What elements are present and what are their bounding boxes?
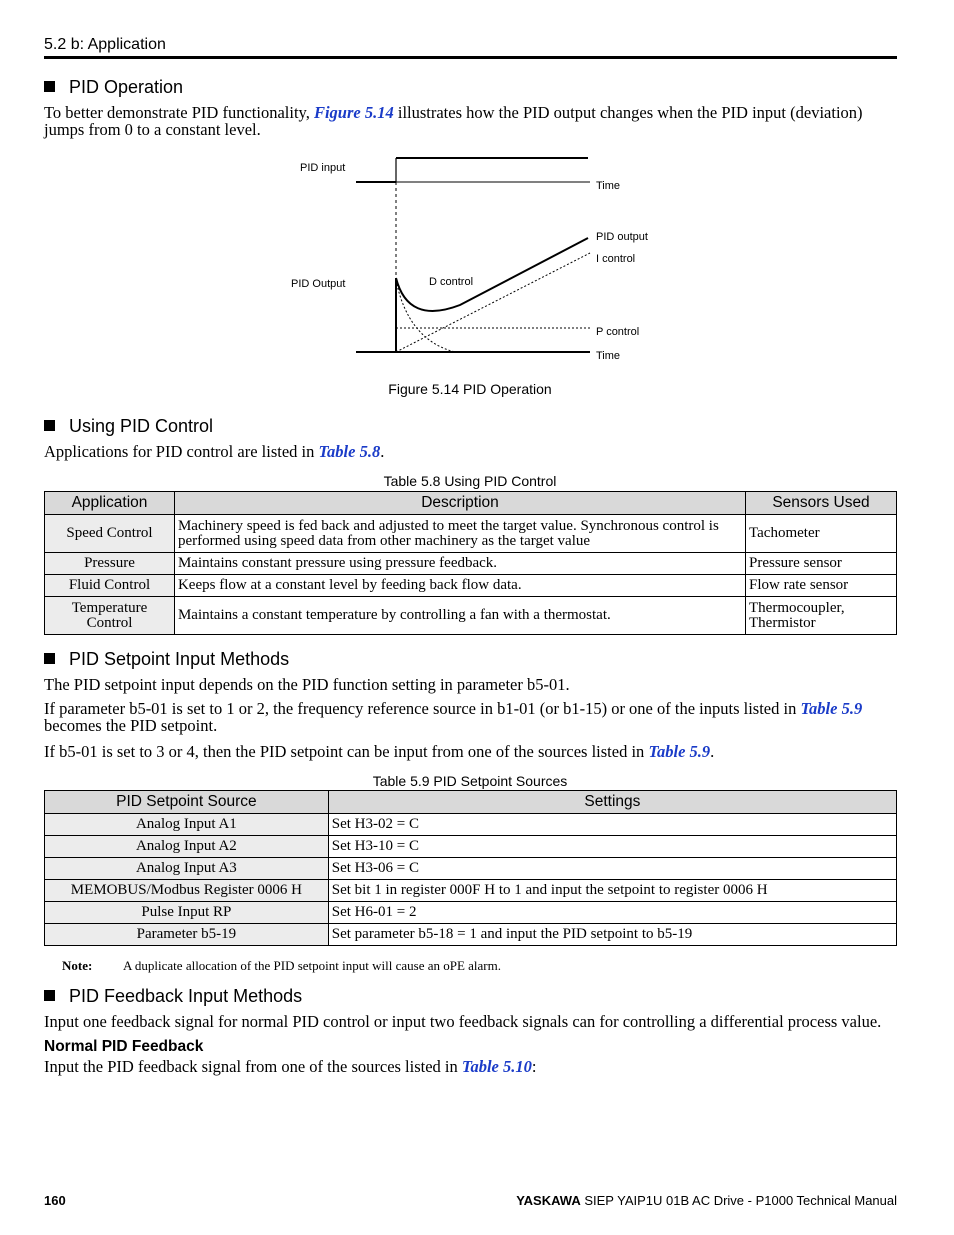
link-table-5-8[interactable]: Table 5.8 <box>318 442 381 461</box>
table-row <box>45 597 897 635</box>
note <box>62 958 501 974</box>
table-cell: Thermocoupler, Thermistor <box>746 597 897 635</box>
table-cell: Pulse Input RP <box>45 902 329 924</box>
column-header: PID Setpoint Source <box>45 791 329 814</box>
table-cell: Set H3-10 = C <box>328 836 896 858</box>
square-bullet-icon <box>44 990 55 1001</box>
table-cell: Analog Input A1 <box>45 814 329 836</box>
table-using-pid-control <box>44 491 897 635</box>
label-time-top: Time <box>596 180 621 192</box>
table-row <box>45 902 897 924</box>
heading-using-pid-control: Using PID Control <box>44 416 213 437</box>
heading-pid-setpoint-input-methods: PID Setpoint Input Methods <box>44 649 289 670</box>
page-header <box>44 36 897 59</box>
table-5-8-caption: Table 5.8 Using PID Control <box>383 473 557 489</box>
footer-document-title: YASKAWA SIEP YAIP1U 01B AC Drive - P1000 Technical Manual <box>516 1193 897 1208</box>
column-header: Description <box>174 492 745 515</box>
table-cell: Temperature Control <box>45 597 175 635</box>
note-text: A duplicate allocation of the PID setpoint input will cause an oPE alarm. <box>123 958 501 973</box>
table-cell: Parameter b5-19 <box>45 924 329 946</box>
page-number: 160 <box>44 1193 66 1208</box>
table-cell: Flow rate sensor <box>746 575 897 597</box>
table-pid-setpoint-sources <box>44 790 897 946</box>
table-cell: Set H3-06 = C <box>328 858 896 880</box>
square-bullet-icon <box>44 653 55 664</box>
table-5-9-caption: Table 5.9 PID Setpoint Sources <box>372 773 568 789</box>
table-cell: Set parameter b5-18 = 1 and input the PID setpoint to b5-19 <box>328 924 896 946</box>
table-row <box>45 575 897 597</box>
table-row <box>45 836 897 858</box>
square-bullet-icon <box>44 81 55 92</box>
table-cell: Fluid Control <box>45 575 175 597</box>
link-table-5-9[interactable]: Table 5.9 <box>648 742 711 761</box>
table-cell: Speed Control <box>45 515 175 553</box>
pid-operation-figure <box>280 150 680 370</box>
heading-pid-feedback-input-methods: PID Feedback Input Methods <box>44 986 302 1007</box>
link-figure-5-14[interactable]: Figure 5.14 <box>313 103 394 122</box>
table-cell: Pressure sensor <box>746 553 897 575</box>
table-cell: Maintains constant pressure using pressure feedback. <box>174 553 745 575</box>
label-pid-output-curve: PID output <box>596 231 648 243</box>
subheading-normal-pid-feedback: Normal PID Feedback <box>44 1038 204 1055</box>
label-d-control: D control <box>429 276 474 288</box>
table-cell: Tachometer <box>746 515 897 553</box>
table-cell: Keeps flow at a constant level by feeding back flow data. <box>174 575 745 597</box>
paragraph-setpoint-3: If b5-01 is set to 3 or 4, then the PID setpoint can be input from one of the sources listed in Table 5.9. <box>44 742 715 761</box>
label-p-control: P control <box>596 326 640 338</box>
link-table-5-10[interactable]: Table 5.10 <box>461 1057 532 1076</box>
link-table-5-9[interactable]: Table 5.9 <box>800 699 863 718</box>
label-pid-output-axis: PID Output <box>291 278 346 290</box>
paragraph-pid-operation: To better demonstrate PID functionality, Figure 5.14 illustrates how the PID output changes when the PID input (deviation) jumps from 0 to a constant level. <box>44 103 863 139</box>
table-cell: Set H3-02 = C <box>328 814 896 836</box>
table-header-row <box>45 791 897 814</box>
footer-brand: YASKAWA <box>516 1193 581 1208</box>
table-row <box>45 553 897 575</box>
heading-pid-operation: PID Operation <box>44 77 183 98</box>
table-cell: Analog Input A3 <box>45 858 329 880</box>
paragraph-feedback-2: Input the PID feedback signal from one of the sources listed in Table 5.10: <box>44 1057 537 1076</box>
label-pid-input: PID input <box>300 162 346 174</box>
square-bullet-icon <box>44 420 55 431</box>
table-header-row <box>45 492 897 515</box>
label-time-bottom: Time <box>596 350 621 362</box>
column-header: Application <box>45 492 175 515</box>
table-row <box>45 924 897 946</box>
note-label: Note: <box>62 958 93 973</box>
label-i-control: I control <box>596 253 636 265</box>
table-row <box>45 515 897 553</box>
table-cell: Machinery speed is fed back and adjusted to meet the target value. Synchronous control is performed using speed data from other machinery as the target value <box>174 515 745 553</box>
table-row <box>45 858 897 880</box>
paragraph-feedback-1: Input one feedback signal for normal PID control or input two feedback signals can for controlling a differential process value. <box>44 1012 882 1031</box>
table-cell: Analog Input A2 <box>45 836 329 858</box>
table-cell: Pressure <box>45 553 175 575</box>
table-cell: Set bit 1 in register 000F H to 1 and input the setpoint to register 0006 H <box>328 880 896 902</box>
paragraph-setpoint-2: If parameter b5-01 is set to 1 or 2, the frequency reference source in b1-01 (or b1-15) or one of the inputs listed in Table 5.9 becomes the PID setpoint. <box>44 699 863 735</box>
table-row <box>45 814 897 836</box>
column-header: Sensors Used <box>746 492 897 515</box>
section-header-title: 5.2 b: Application <box>44 36 166 53</box>
d-control-curve <box>396 280 455 352</box>
paragraph-using-pid: Applications for PID control are listed in Table 5.8. <box>44 442 385 461</box>
table-row <box>45 880 897 902</box>
table-cell: MEMOBUS/Modbus Register 0006 H <box>45 880 329 902</box>
table-cell: Set H6-01 = 2 <box>328 902 896 924</box>
paragraph-setpoint-1: The PID setpoint input depends on the PID function setting in parameter b5-01. <box>44 675 570 694</box>
pid-output-curve <box>396 238 588 311</box>
figure-caption: Figure 5.14 PID Operation <box>388 381 552 397</box>
column-header: Settings <box>328 791 896 814</box>
table-cell: Maintains a constant temperature by controlling a fan with a thermostat. <box>174 597 745 635</box>
